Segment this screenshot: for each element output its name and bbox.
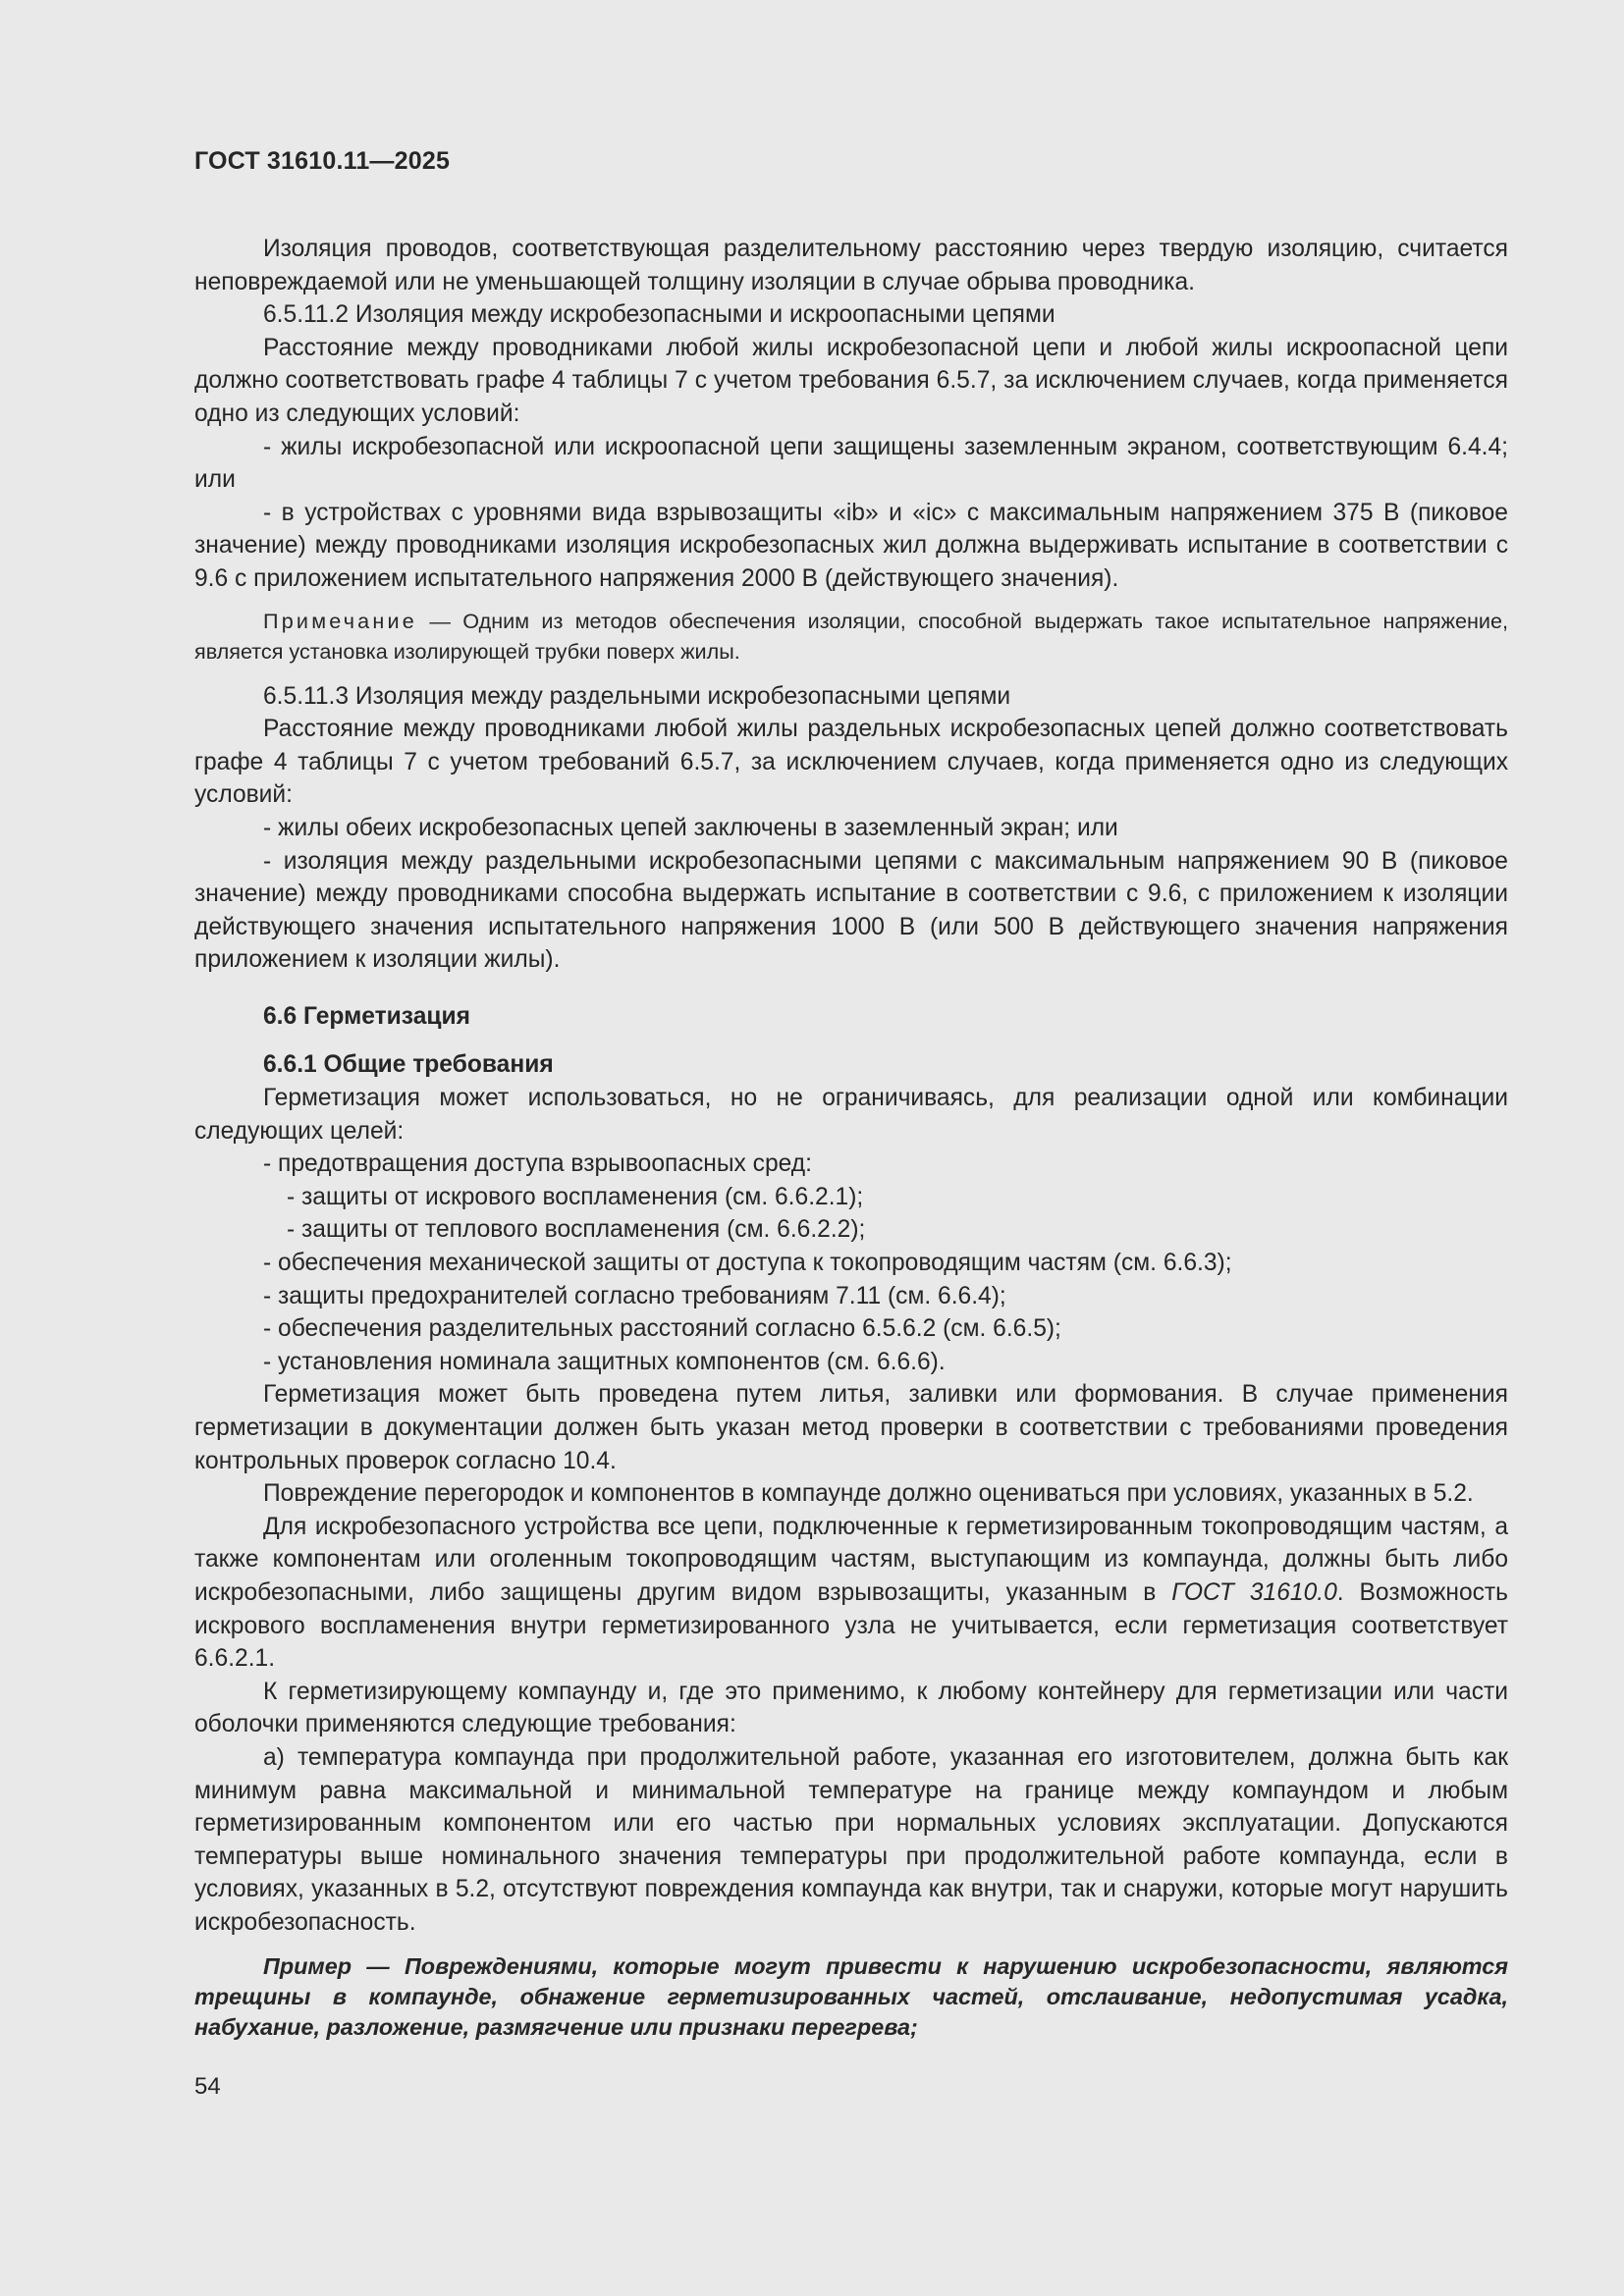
list-item: - жилы искробезопасной или искроопасной цепи защищены заземленным экраном, соответствующим 6.4.4; или — [194, 433, 1508, 494]
list-item: - жилы обеих искробезопасных цепей заключены в заземленный экран; или — [263, 814, 1118, 841]
standard-reference: ГОСТ 31610.0 — [1171, 1578, 1337, 1606]
note-text: — Одним из методов обеспечения изоляции, способной выдержать такое испытательное напряжение, является установка изолирующей трубки поверх жилы. — [194, 608, 1508, 664]
list-item: - изоляция между раздельными искробезопасными цепями с максимальным напряжением 90 В (пиковое значение) между проводниками способна выдержать испытание в соответствии с 9.6, с приложением к изоляции действующего значения испытательного напряжения 1000 В (или 500 В действующего значения напряжения приложением к изоляции жилы). — [194, 847, 1508, 974]
list-item: - обеспечения разделительных расстояний согласно 6.5.6.2 (см. 6.6.5); — [263, 1315, 1061, 1343]
paragraph: Расстояние между проводниками любой жилы раздельных искробезопасных цепей должно соответствовать графе 4 таблицы 7 с учетом требований 6.5.7, за исключением случаев, когда применяется одно из следующих условий: — [194, 716, 1508, 809]
paragraph: Герметизация может быть проведена путем литья, заливки или формования. В случае применения герметизации в документации должен быть указан метод проверки в соответствии с требованиями проведения контрольных проверок согласно 10.4. — [194, 1381, 1508, 1474]
list-item: - в устройствах с уровнями вида взрывозащиты «ib» и «ic» с максимальным напряжением 375 В (пиковое значение) между проводниками изоляция искробезопасных жил должна выдерживать испытание в соответствии с 9.6 с приложением испытательного напряжения 2000 В (действующего значения). — [194, 499, 1508, 592]
sub-list-item: - защиты от теплового воспламенения (см. 6.6.2.2); — [287, 1216, 866, 1244]
paragraph: Герметизация может использоваться, но не ограничиваясь, для реализации одной или комбинации следующих целей: — [194, 1085, 1508, 1145]
paragraph: Изоляция проводов, соответствующая разделительному расстоянию через твердую изоляцию, считается неповреждаемой или не уменьшающей толщину изоляции в случае обрыва проводника. — [194, 236, 1508, 295]
document-header: ГОСТ 31610.11—2025 — [194, 147, 451, 175]
paragraph: Повреждение перегородок и компонентов в компаунде должно оцениваться при условиях, указанных в 5.2. — [263, 1480, 1474, 1508]
note-label: Примечание — [263, 608, 417, 633]
subsection-heading: 6.6.1 Общие требования — [263, 1051, 554, 1079]
list-item: - установления номинала защитных компонентов (см. 6.6.6). — [263, 1348, 946, 1375]
paragraph-text: . Возможность искрового воспламенения внутри герметизированного узла не учитывается, если герметизация соответствует 6.6.2.1. — [194, 1578, 1508, 1673]
paragraph — [194, 1511, 1508, 1676]
paragraph: К герметизирующему компаунду и, где это применимо, к любому контейнеру для герметизации или части оболочки применяются следующие требования: — [194, 1678, 1508, 1738]
sub-list-item: - защиты от искрового воспламенения (см. 6.6.2.1); — [287, 1183, 864, 1210]
paragraph: а) температура компаунда при продолжительной работе, указанная его изготовителем, должна быть как минимум равна максимальной и минимальной температуре на границе между компаундом и любым герметизированным компонентом или его частью при нормальных условиях эксплуатации. Допускаются температуры выше номинального значения температуры при продолжительной работе компаунда, если в условиях, указанных в 5.2, отсутствуют повреждения компаунда как внутри, так и снаружи, которые могут нарушить искробезопасность. — [194, 1743, 1508, 1936]
example: Пример — Повреждениями, которые могут привести к нарушению искробезопасности, являются трещины в компаунде, обнажение герметизированных частей, отслаивание, недопустимая усадка, набухание, разложение, размягчение или признаки перегрева; — [194, 1952, 1508, 2040]
list-item: - предотвращения доступа взрывоопасных сред: — [263, 1150, 812, 1178]
paragraph-text: Для искробезопасного устройства все цепи, подключенные к герметизированным токопроводящим частям, а также компонентам или оголенным токопроводящим частям, выступающим из компаунда, должны быть либо искробезопасными, либо защищены другим видом взрывозащиты, указанным в — [194, 1513, 1508, 1606]
document-body — [194, 233, 1508, 2043]
section-heading: 6.6 Герметизация — [263, 1002, 470, 1030]
page-number: 54 — [194, 2073, 221, 2100]
list-item: - обеспечения механической защиты от доступа к токопроводящим частям (см. 6.6.3); — [263, 1250, 1232, 1277]
subsection-title: 6.5.11.3 Изоляция между раздельными искробезопасными цепями — [263, 682, 1011, 710]
paragraph: Расстояние между проводниками любой жилы искробезопасной цепи и любой жилы искроопасной цепи должно соответствовать графе 4 таблицы 7 с учетом требования 6.5.7, за исключением случаев, когда применяется одно из следующих условий: — [194, 334, 1508, 427]
subsection-title: 6.5.11.2 Изоляция между искробезопасными и искроопасными цепями — [263, 301, 1056, 329]
note — [194, 606, 1508, 667]
list-item: - защиты предохранителей согласно требованиям 7.11 (см. 6.6.4); — [263, 1282, 1006, 1309]
